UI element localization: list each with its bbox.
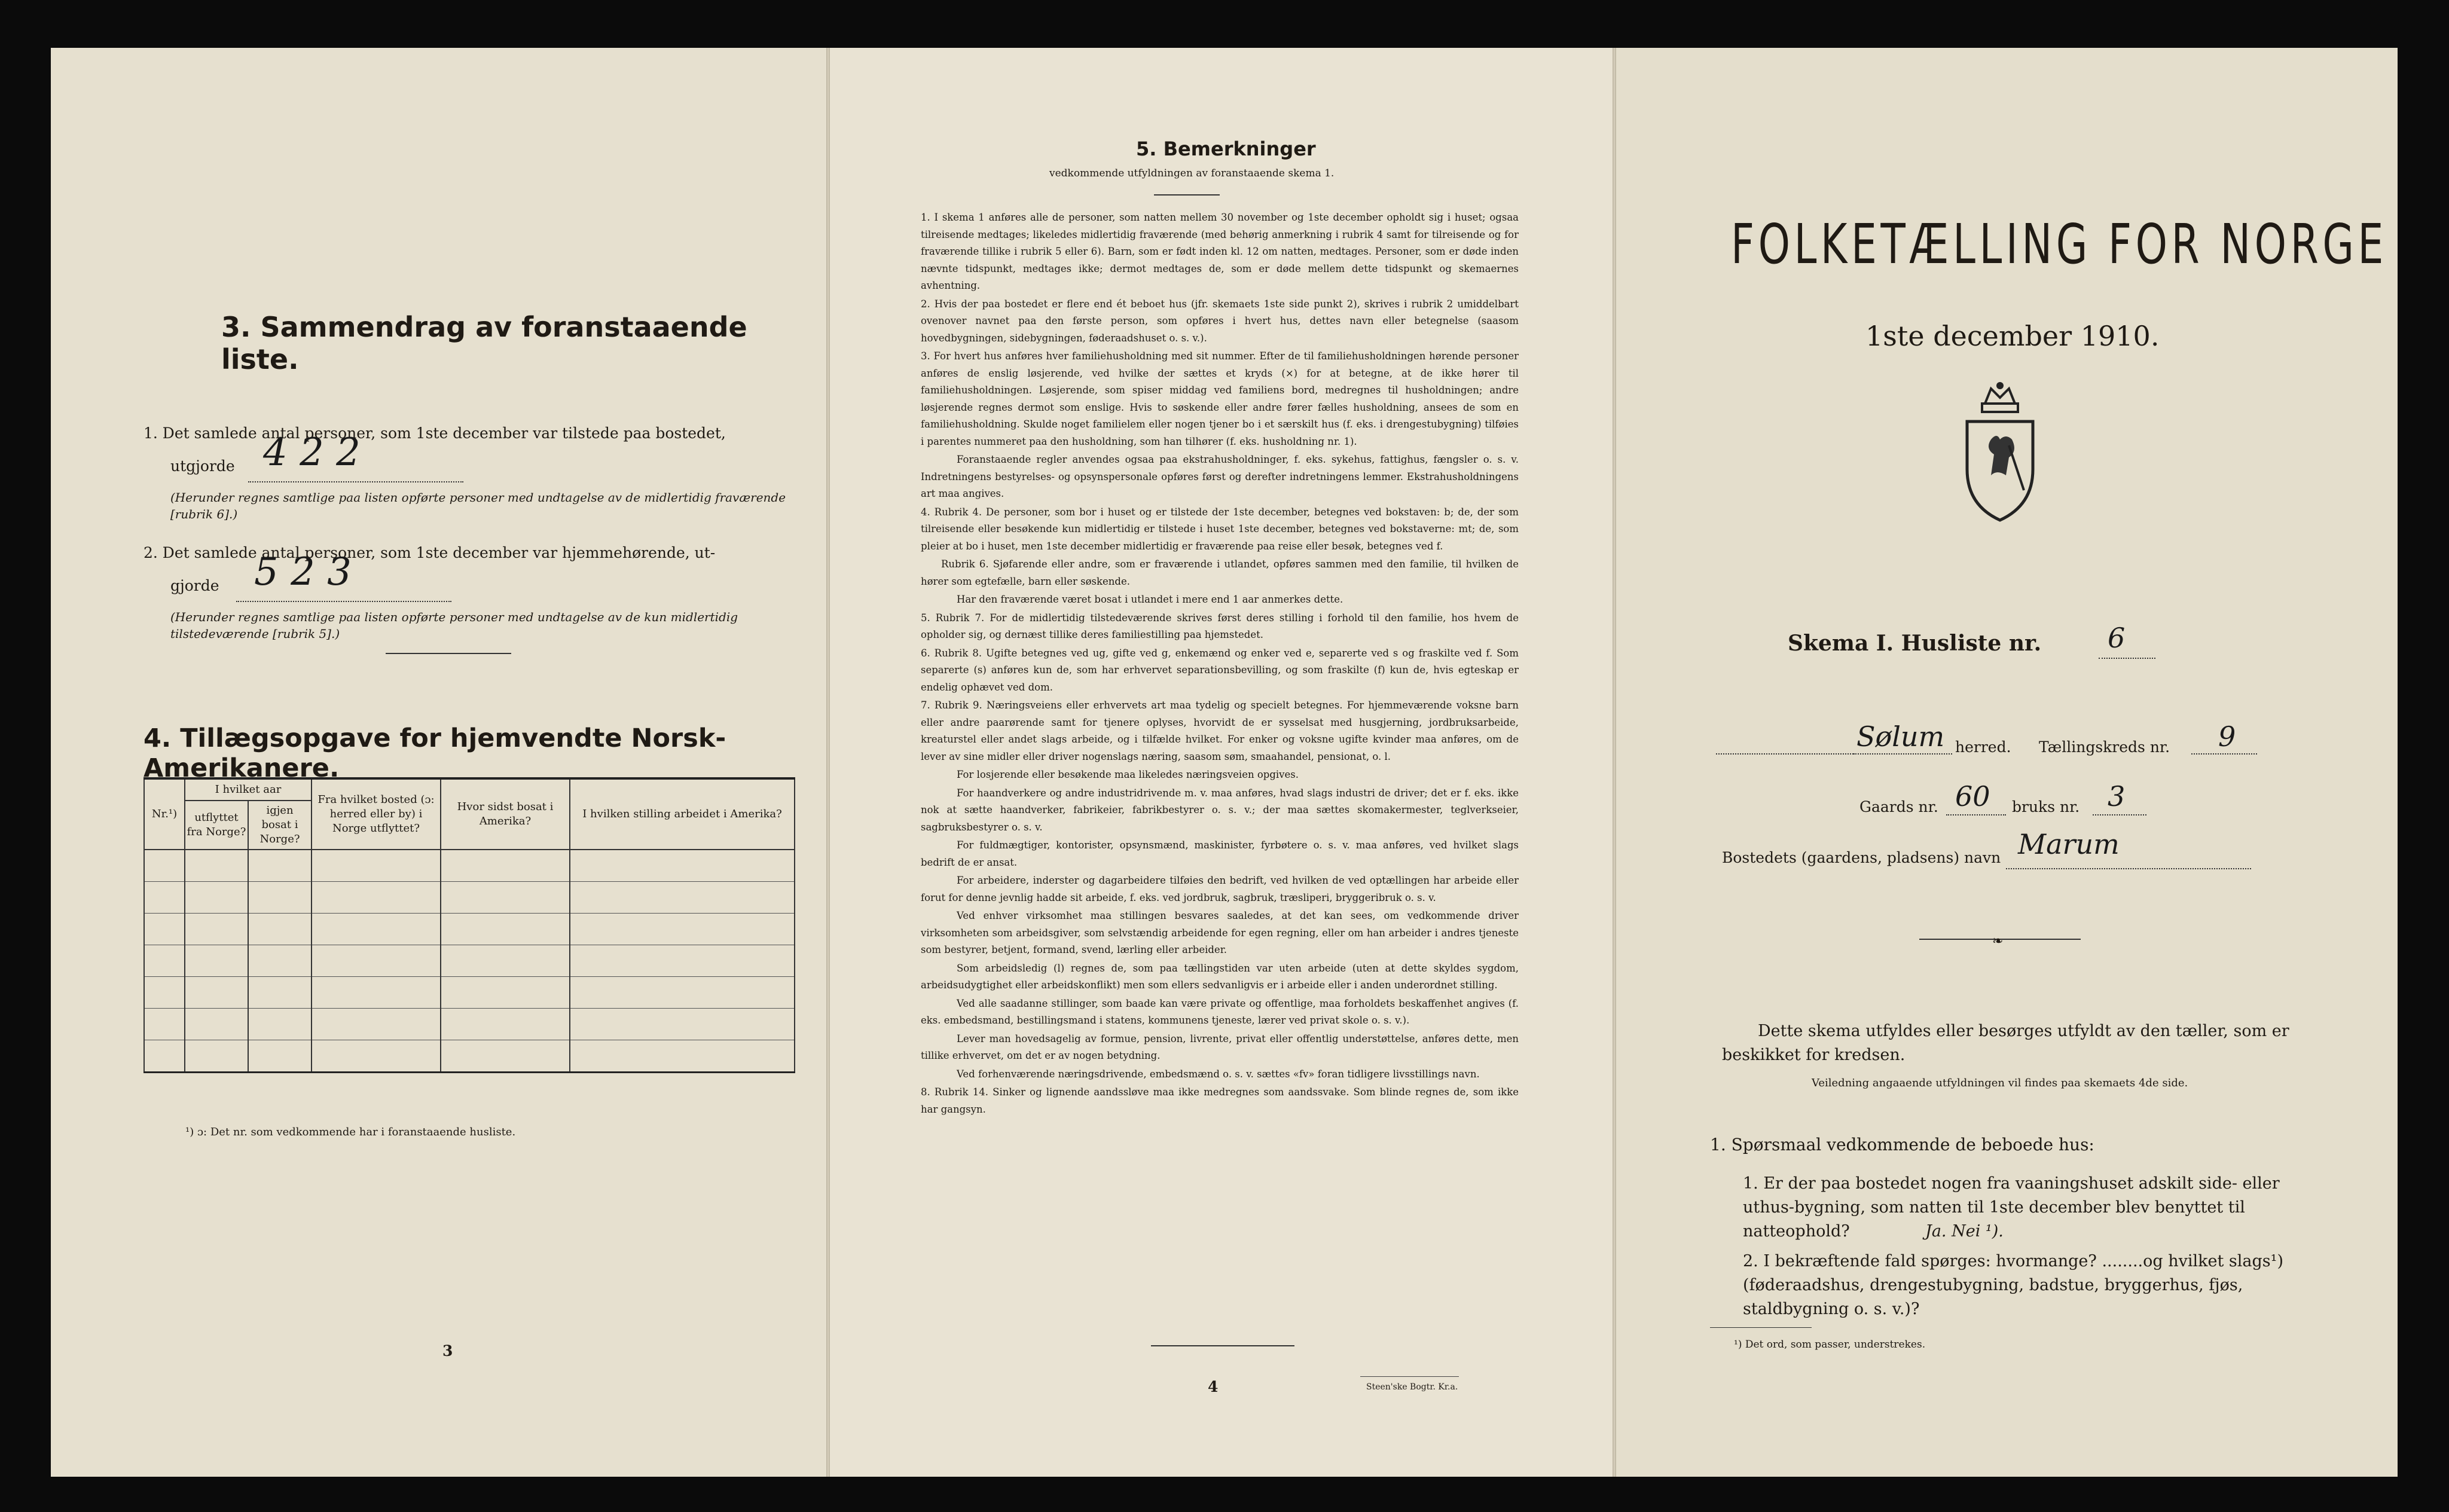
q2-dotted-line	[236, 601, 451, 602]
bruks-label: bruks nr.	[2012, 798, 2080, 815]
herred-line	[1853, 753, 1952, 755]
table-row	[144, 882, 795, 914]
kreds-label: Tællingskreds nr.	[2039, 738, 2170, 756]
page-3	[51, 48, 828, 1477]
remark-7c: For haandverkere og andre industridrivende m. v. maa anføres, hvad slags industri de driver; det er f. eks. ikke nok at sætte haandverker, fabrikeier, fabrikbestyrer o. s. v.; der maa sættes skomakermester, teglverkseier, sagbruksbestyrer o. s. v.	[921, 787, 1519, 833]
remark-4c: Har den fraværende været bosat i utlandet i mere end 1 aar anmerkes dette.	[957, 594, 1343, 605]
page-fold-right	[1613, 48, 1616, 1477]
question-1-value: 4 2 2	[263, 430, 361, 475]
remark-8: 8. Rubrik 14. Sinker og lignende aandssløve maa ikke medregnes som aandssvake. Som blinde regnes de, som ikke har gangsyn.	[921, 1086, 1519, 1115]
question-2-note: (Herunder regnes samtlige paa listen opførte personer med undtagelse av de kun midlertidig tilstedeværende [rubrik 5].)	[170, 610, 738, 641]
table-footnote: ¹) ɔ: Det nr. som vedkommende har i foranstaaende husliste.	[185, 1126, 516, 1138]
question-1-prefix: utgjorde	[170, 457, 235, 475]
remark-7h: Ved alle saadanne stillinger, som baade kan være private og offentlige, maa forholdets beskaffenhet angives (f. eks. embedsmand, bestillingsmand i statens, kommunens tjeneste, lærer ved privat skole o. s. v.).	[921, 997, 1519, 1026]
table-row	[144, 914, 795, 945]
husliste-value: 6	[2108, 622, 2126, 654]
table-row	[144, 1040, 795, 1073]
bosted-label: Bostedets (gaardens, pladsens) navn	[1722, 849, 2001, 866]
col-nr: Nr.¹)	[144, 778, 185, 850]
table-row	[144, 1009, 795, 1040]
question-2-text: 2. Det samlede antal personer, som 1ste december var hjemmehørende, ut-	[143, 544, 716, 561]
section-3-title: 3. Sammendrag av foranstaaende liste.	[221, 311, 747, 375]
col-group-aar: I hvilket aar	[185, 778, 312, 801]
remark-7i: Lever man hovedsagelig av formue, pension, livrente, privat eller offentlig understøttelse, anføres dette, men tillike erhvervet, om det er av nogen betydning.	[921, 1033, 1519, 1061]
col-stilling: I hvilken stilling arbeidet i Amerika?	[570, 778, 795, 850]
remarks-title-rule	[1154, 194, 1220, 196]
question-1-note: (Herunder regnes samtlige paa listen opførte personer med undtagelse av de midlertidig fraværende [rubrik 6].)	[170, 490, 786, 521]
page-fold-left	[826, 48, 830, 1477]
section-4-title: 4. Tillægsopgave for hjemvendte Norsk-Amerikanere.	[143, 723, 726, 783]
remark-7b: For losjerende eller besøkende maa likeledes næringsveien opgives.	[957, 769, 1299, 780]
remark-4: 4. Rubrik 4. De personer, som bor i huset og er tilstede der 1ste december, betegnes ved bokstaven: b; de, der som tilreisende eller besøkende kun midlertidig er tilstede i huset 1ste december, betegnes ved bokstaverne: mt; de, som pleier at bo i huset, men 1ste december midlertidig er fraværende paa reise eller besøk, betegnes ved f.	[921, 506, 1519, 552]
remark-1: 1. I skema 1 anføres alle de personer, som natten mellem 30 november og 1ste december opholdt sig i huset; ogsaa tilreisende medtages; likeledes midlertidig fraværende (med behørig anmerkning i rubrik 4 samt for tilreisende og for fraværende tillike i rubrik 5 eller 6). Barn, som er født inden kl. 12 om natten, medtages. Personer, som er døde inden nævnte tidspunkt, medtages ikke; dermot medtages de, som er døde mellem dette tidspunkt og skemaernes avhentning.	[921, 212, 1519, 291]
separator-rule	[386, 653, 511, 654]
norsk-amerikanere-table	[143, 777, 795, 1073]
gaards-value: 60	[1955, 780, 1990, 812]
remark-7g: Som arbeidsledig (l) regnes de, som paa tællingstiden var uten arbeide (uten at dette skyldes sygdom, arbeidsudygtighet eller arbeidskonflikt) men som ellers sedvanligvis er i arbeide eller i anden underordnet stilling.	[921, 962, 1519, 991]
herred-label: herred.	[1955, 738, 2011, 756]
page1-footnote: ¹) Det ord, som passer, understrekes.	[1734, 1339, 1926, 1351]
census-title: FOLKETÆLLING FOR NORGE	[1731, 212, 2387, 276]
intro-note: Veiledning angaaende utfyldningen vil findes paa skemaets 4de side.	[1812, 1077, 2188, 1089]
kreds-value: 9	[2218, 720, 2236, 753]
remark-7e: For arbeidere, inderster og dagarbeidere tilføies den bedrift, ved hvilken de ved optællingen har arbeide eller forut for denne jevnlig hadde sit arbeide, f. eks. ved jordbruk, sagbruk, træsliperi, bryggeribruk o. s. v.	[921, 875, 1519, 903]
col-hvor-bosat: Hvor sidst bosat i Amerika?	[441, 778, 570, 850]
remark-7: 7. Rubrik 9. Næringsveiens eller erhvervets art maa tydelig og specielt betegnes. For hjemmeværende voksne barn eller andre paarørende samt for tjenere oplyses, hvorvidt de er sysselsat med husgjerning, jordbruksarbeide, kreaturstel eller andet slags arbeide, og i tilfælde hvilket. For enker og voksne ugifte kvinder maa anføres, om de lever av sine midler eller driver nogenslags næring, saasom søm, smaahandel, pensionat, o. l.	[921, 700, 1519, 762]
herred-line-left	[1716, 753, 1853, 755]
bosted-value: Marum	[2018, 828, 2120, 860]
coat-of-arms-icon	[1949, 380, 2051, 523]
table-row	[144, 945, 795, 977]
table-row	[144, 850, 795, 882]
ornament-icon: ❧	[1992, 934, 2004, 949]
remark-5: 5. Rubrik 7. For de midlertidig tilstedeværende skrives først deres stilling i forhold til den familie, hos hvem de opholder sig, og dernæst tillike deres familiestilling paa hjemstedet.	[921, 612, 1519, 640]
gaards-line	[1946, 814, 2006, 815]
end-rule	[1151, 1345, 1294, 1346]
gaards-label: Gaards nr.	[1859, 798, 1938, 815]
remarks-title: 5. Bemerkninger	[1136, 138, 1316, 160]
page-number-3: 3	[442, 1342, 453, 1360]
printer-rule	[1360, 1376, 1459, 1377]
kreds-line	[2191, 753, 2257, 755]
table-row	[144, 977, 795, 1009]
col-fra-bosted: Fra hvilket bosted (ɔ: herred eller by) i Norge utflyttet?	[312, 778, 441, 850]
questions-heading: 1. Spørsmaal vedkommende de beboede hus:	[1710, 1135, 2094, 1154]
census-date: 1ste december 1910.	[1865, 320, 2160, 352]
page-number-4: 4	[1208, 1378, 1219, 1395]
herred-value: Sølum	[1856, 720, 1945, 753]
question-2-prefix: gjorde	[170, 577, 219, 594]
remark-7f: Ved enhver virksomhet maa stillingen besvares saaledes, at det kan sees, om vedkommende driver virksomheten som arbeidsgiver, som selvstændig arbeidende for egen regning, eller om han arbeider i andres tjeneste som bestyrer, betjent, formand, svend, lærling eller arbeider.	[921, 910, 1519, 955]
bruks-value: 3	[2108, 780, 2126, 812]
page-1	[1614, 48, 2398, 1477]
q1-dotted-line	[248, 481, 463, 482]
bosted-line	[2006, 868, 2251, 869]
remark-3: 3. For hvert hus anføres hver familiehusholdning med sit nummer. Efter de til familiehusholdningen hørende personer anføres de enslig løsjerende, ved hvilke der sættes et kryds (×) for at betegne, at de ikke hører til familiehusholdningen. Løsjerende, som spiser middag ved familiens bord, medregnes til husholdningen; andre løsjerende regnes dermot som enslige. Hvis to søskende eller andre fører fælles husholdning, ansees de som en familiehusholdning. Skulde noget familielem eller nogen tjener bo i et særskilt hus (f. eks. i drengestubygning) tilføies i parentes nummeret paa den husholdning, som han tilhører (f. eks. husholdning nr. 1).	[921, 350, 1519, 447]
remark-7j: Ved forhenværende næringsdrivende, embedsmænd o. s. v. sættes «fv» foran tidligere livsstillings navn.	[957, 1068, 1480, 1080]
house-question-1-answer: Ja. Nei ¹).	[1925, 1222, 2004, 1241]
remark-7d: For fuldmægtiger, kontorister, opsynsmænd, maskinister, fyrbøtere o. s. v. maa anføres, ved hvilket slags bedrift de er ansat.	[921, 839, 1519, 868]
intro-text: Dette skema utfyldes eller besørges utfyldt av den tæller, som er beskikket for kredsen.	[1722, 1022, 2289, 1064]
remark-6: 6. Rubrik 8. Ugifte betegnes ved ug, gifte ved g, enkemænd og enker ved e, separerte ved s og fraskilte ved f. Som separerte (s) anføres kun de, som har erhvervet separationsbevilling, og som fraskilte (f) kun de, hvis egteskap er endelig ophævet ved dom.	[921, 647, 1519, 693]
husliste-line	[2099, 658, 2155, 659]
printer-mark: Steen'ske Bogtr. Kr.a.	[1366, 1382, 1458, 1392]
remarks-list	[921, 209, 1519, 1119]
remark-2: 2. Hvis der paa bostedet er flere end ét beboet hus (jfr. skemaets 1ste side punkt 2), skrives i rubrik 2 umiddelbart ovenover navnet paa den første person, som opføres i hvert hus, dettes navn eller betegnelse (saasom hovedbygningen, sidebygningen, føderaadshuset o. s. v.).	[921, 298, 1519, 344]
col-utflyttet: utflyttet fra Norge?	[185, 801, 248, 850]
page-4	[828, 48, 1614, 1477]
col-igjen-bosat: igjen bosat i Norge?	[248, 801, 312, 850]
house-question-1: 1. Er der paa bostedet nogen fra vaaningshuset adskilt side- eller uthus-bygning, som natten til 1ste december blev benyttet til natteophold?	[1743, 1174, 2280, 1241]
footnote-rule	[1710, 1327, 1812, 1328]
remark-4b: Rubrik 6. Sjøfarende eller andre, som er fraværende i utlandet, opføres sammen med den familie, til hvilken de hører som egtefælle, barn eller søskende.	[921, 558, 1519, 587]
house-question-2: 2. I bekræftende fald spørges: hvormange? ........og hvilket slags¹) (føderaadshus, drengestubygning, badstue, bryggerhus, fjøs, staldbygning o. s. v.)?	[1743, 1252, 2284, 1318]
bruks-line	[2093, 814, 2146, 815]
skema-label: Skema I. Husliste nr.	[1788, 631, 2042, 656]
question-1-text: 1. Det samlede antal personer, som 1ste december var tilstede paa bostedet,	[143, 424, 726, 442]
remark-3b: Foranstaaende regler anvendes ogsaa paa ekstrahusholdninger, f. eks. sykehus, fattighus, fængsler o. s. v. Indretningens bestyrelses- og opsynspersonale opføres først og derefter indretningens lemmer. Ekstrahusholdningens art maa angives.	[921, 454, 1519, 499]
question-2-value: 5 2 3	[254, 550, 352, 594]
remarks-subtitle: vedkommende utfyldningen av foranstaaende skema 1.	[1049, 167, 1335, 179]
